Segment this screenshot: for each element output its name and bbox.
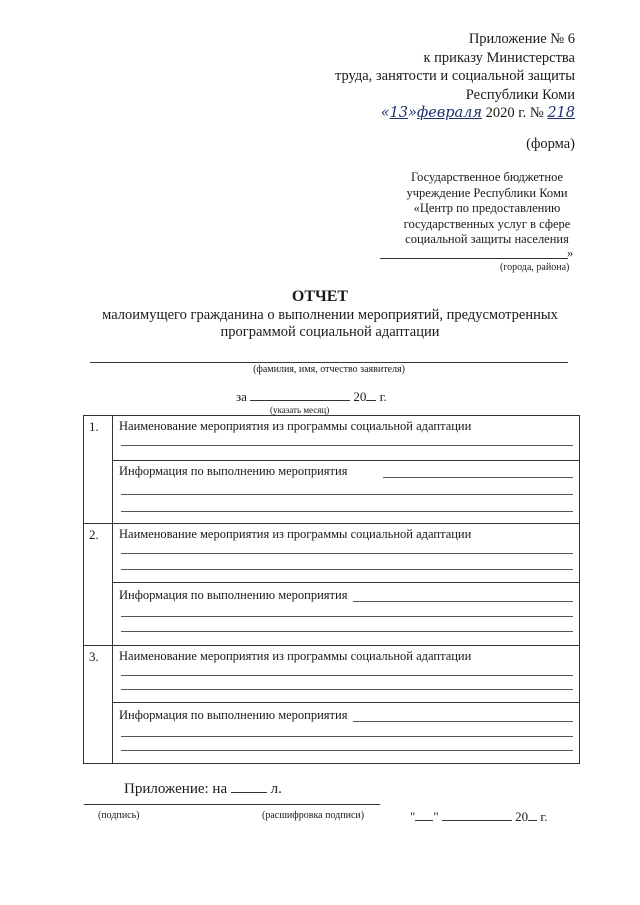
event-field[interactable] — [121, 553, 573, 554]
info-label: Информация по выполнению мероприятия — [119, 708, 348, 722]
info-field[interactable] — [383, 477, 573, 478]
date-year-field[interactable] — [528, 808, 537, 821]
city-caption: (города, района) — [500, 262, 570, 273]
order-month: февраля — [416, 105, 483, 121]
appendix-line: к приказу Министерства — [423, 49, 575, 66]
info-label: Информация по выполнению мероприятия — [119, 464, 348, 478]
date-open-quote: " — [410, 809, 416, 824]
event-field[interactable] — [121, 445, 573, 446]
report-title: ОТЧЕТ — [291, 288, 349, 305]
order-quote-close: » — [408, 105, 417, 121]
signature-caption: (подпись) — [98, 810, 140, 821]
applicant-caption: (фамилия, имя, отчество заявителя) — [253, 364, 405, 375]
attachment-suffix: л. — [270, 781, 282, 797]
event-cell — [113, 416, 580, 461]
city-blank-line[interactable] — [380, 258, 568, 259]
period-row — [236, 388, 387, 405]
table-row — [84, 524, 580, 583]
info-cell — [113, 703, 580, 764]
info-field[interactable] — [121, 736, 573, 737]
table-row — [84, 583, 580, 646]
event-label: Наименование мероприятия из программы социальной адаптации — [119, 527, 472, 541]
date-month-field[interactable] — [442, 808, 512, 821]
event-cell — [113, 524, 580, 583]
table-row — [84, 703, 580, 764]
applicant-name-field[interactable] — [90, 362, 568, 363]
order-date — [335, 104, 575, 123]
event-label: Наименование мероприятия из программы социальной адаптации — [119, 419, 472, 433]
order-quote-open: « — [380, 105, 390, 121]
date-row — [410, 808, 548, 825]
row-number: 2. — [84, 524, 113, 646]
org-closing-quote: » — [567, 246, 574, 260]
table-row — [84, 416, 580, 461]
table-row — [84, 461, 580, 524]
order-year: 2020 г. № — [485, 105, 544, 121]
org-line: «Центр по предоставлению — [413, 201, 561, 215]
order-day: 13 — [389, 105, 409, 121]
appendix-block — [335, 30, 575, 123]
event-label: Наименование мероприятия из программы социальной адаптации — [119, 649, 472, 663]
organization-block — [398, 170, 576, 248]
info-field[interactable] — [121, 616, 573, 617]
attachment-pages-field[interactable] — [231, 778, 267, 793]
info-field[interactable] — [121, 511, 573, 512]
info-field[interactable] — [121, 631, 573, 632]
date-day-field[interactable] — [415, 808, 433, 821]
report-subtitle — [70, 307, 590, 341]
report-table — [83, 415, 580, 764]
attachment-row — [124, 778, 282, 798]
info-cell — [113, 461, 580, 524]
year-field[interactable] — [366, 388, 376, 401]
info-cell — [113, 583, 580, 646]
table-row — [84, 646, 580, 703]
row-number: 3. — [84, 646, 113, 764]
date-year-suffix: г. — [540, 809, 548, 824]
event-cell — [113, 646, 580, 703]
signature-line[interactable] — [84, 804, 380, 805]
month-field[interactable] — [250, 388, 350, 401]
info-field[interactable] — [353, 721, 573, 722]
appendix-line: Республики Коми — [465, 86, 575, 103]
org-line: государственных услуг в сфере — [403, 216, 571, 231]
order-number: 218 — [547, 105, 575, 121]
info-field[interactable] — [353, 601, 573, 602]
period-prefix: за — [236, 389, 247, 404]
info-field[interactable] — [121, 750, 573, 751]
org-line: учреждение Республики Коми — [406, 185, 568, 200]
month-caption: (указать месяц) — [270, 405, 330, 415]
org-line: социальной защиты населения — [405, 232, 569, 246]
date-year-prefix: 20 — [515, 809, 529, 824]
subtitle-line-2: программой социальной адаптации — [220, 324, 440, 340]
period-year-suffix: г. — [379, 389, 387, 404]
form-label: (форма) — [526, 136, 575, 152]
decryption-caption: (расшифровка подписи) — [262, 810, 365, 821]
date-close-quote: " — [433, 809, 439, 824]
subtitle-line-1: малоимущего гражданина о выполнении мероприятий, предусмотренных — [102, 307, 558, 323]
appendix-line: труда, занятости и социальной защиты — [334, 68, 575, 84]
info-field[interactable] — [121, 494, 573, 495]
period-year-prefix: 20 — [353, 389, 367, 404]
event-field[interactable] — [121, 689, 573, 690]
attachment-prefix: Приложение: на — [124, 781, 228, 797]
event-field[interactable] — [121, 569, 573, 570]
info-label: Информация по выполнению мероприятия — [119, 588, 348, 602]
row-number: 1. — [84, 416, 113, 524]
org-line: Государственное бюджетное — [410, 170, 564, 184]
event-field[interactable] — [121, 675, 573, 676]
appendix-line: Приложение № 6 — [468, 31, 575, 47]
